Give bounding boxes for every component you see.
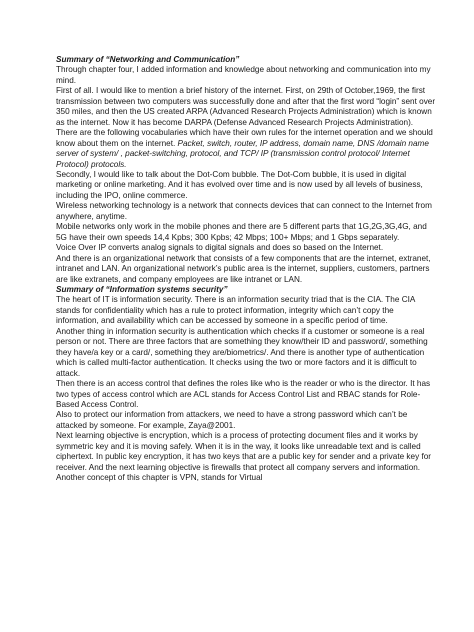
vocabulary-terms: Packet, switch, router, IP address, domain name, DNS /domain name server of system/ , packet-switching, protocol, and TCP/ IP (transmission control protocol/ Internet Protocol) protocols. bbox=[56, 138, 429, 169]
paragraph-intro: Through chapter four, I added information and knowledge about networking and communication into my mind. bbox=[56, 65, 431, 85]
paragraph-vocabulary bbox=[56, 128, 436, 170]
paragraph-wireless: Wireless networking technology is a network that connects devices that can connect to the Internet from anywhere, anytime. bbox=[56, 201, 432, 221]
paragraph-access-control: Then there is an access control that defines the roles like who is the reader or who is the director. It has two types of access control which are ACL stands for Access Control List and RBAC stands for Role-Based Access Control. bbox=[56, 379, 431, 409]
paragraph-mobile: Mobile networks only work in the mobile phones and there are 5 different parts that 1G,2G,3G,4G, and 5G have their own speeds 14,4 Kpbs; 300 Kpbs; 42 Mbps; 100+ Mbps; and 1 Gbps separately. bbox=[56, 222, 427, 242]
paragraph-intranet: And there is an organizational network that consists of a few components that are the internet, extranet, intranet and LAN. An organizational network’s public area is the internet, suppliers, customers, partners are like extranets, and company employees are like intranet or LAN. bbox=[56, 253, 431, 284]
paragraph-encryption: Next learning objective is encryption, which is a process of protecting document files and it works by symmetric key and it is moving safely. When it is in the way, it looks like unreadable text and is called ciphertext. In public key encryption, it has two keys that are a public key for sender and a private key for receiver. And the next learning objective is firewalls that protect all company servers and information. Another concept of this chapter is VPN, stands for Virtual bbox=[56, 431, 431, 483]
paragraph-cia: The heart of IT is information security. There is an information security triad that is the CIA. The CIA stands for confidentiality which has a rule to protect information, integrity which can’t copy the information, and availability which can be accessed by someone in a specific period of time. bbox=[56, 295, 415, 326]
paragraph-history: First of all. I would like to mention a brief history of the internet. First, on 29th of October,1969, the first transmission between two computers was successfully done and after that the first word “login” sent over 350 miles, and then the US created ARPA (Advanced Research Projects Administration) which is known as the internet. Now it has become DARPA (Defense Advanced Research Projects Administration). bbox=[56, 86, 436, 127]
paragraph-password: Also to protect our information from attackers, we need to have a strong password which can’t be attacked by someone. For example, Zaya@2001. bbox=[56, 410, 408, 430]
paragraph-dotcom: Secondly, I would like to talk about the Dot-Com bubble. The Dot-Com bubble, it is used in digital marketing or online marketing. And it has evolved over time and is now used by all levels of business, including the IPO, online commerce. bbox=[56, 169, 423, 200]
document-body bbox=[56, 55, 436, 484]
vocabulary-intro-text: There are the following vocabularies which have their own rules for the internet operation and we should know about them on the internet. bbox=[56, 128, 433, 148]
paragraph-authentication: Another thing in information security is authentication which checks if a customer or someone is a real person or not. There are three factors that are something they know/their ID and password/, something they have/a key or a card/, something they are/biometrics/. And there is another type of authentication which is called multi-factor authentication. It checks using the two or more factors and it is difficult to attack. bbox=[56, 326, 428, 378]
section-heading-networking: Summary of “Networking and Communication” bbox=[56, 55, 240, 64]
section-heading-security: Summary of “Information systems security” bbox=[56, 284, 228, 294]
paragraph-voip: Voice Over IP converts analog signals to digital signals and does so based on the Internet. bbox=[56, 243, 384, 253]
